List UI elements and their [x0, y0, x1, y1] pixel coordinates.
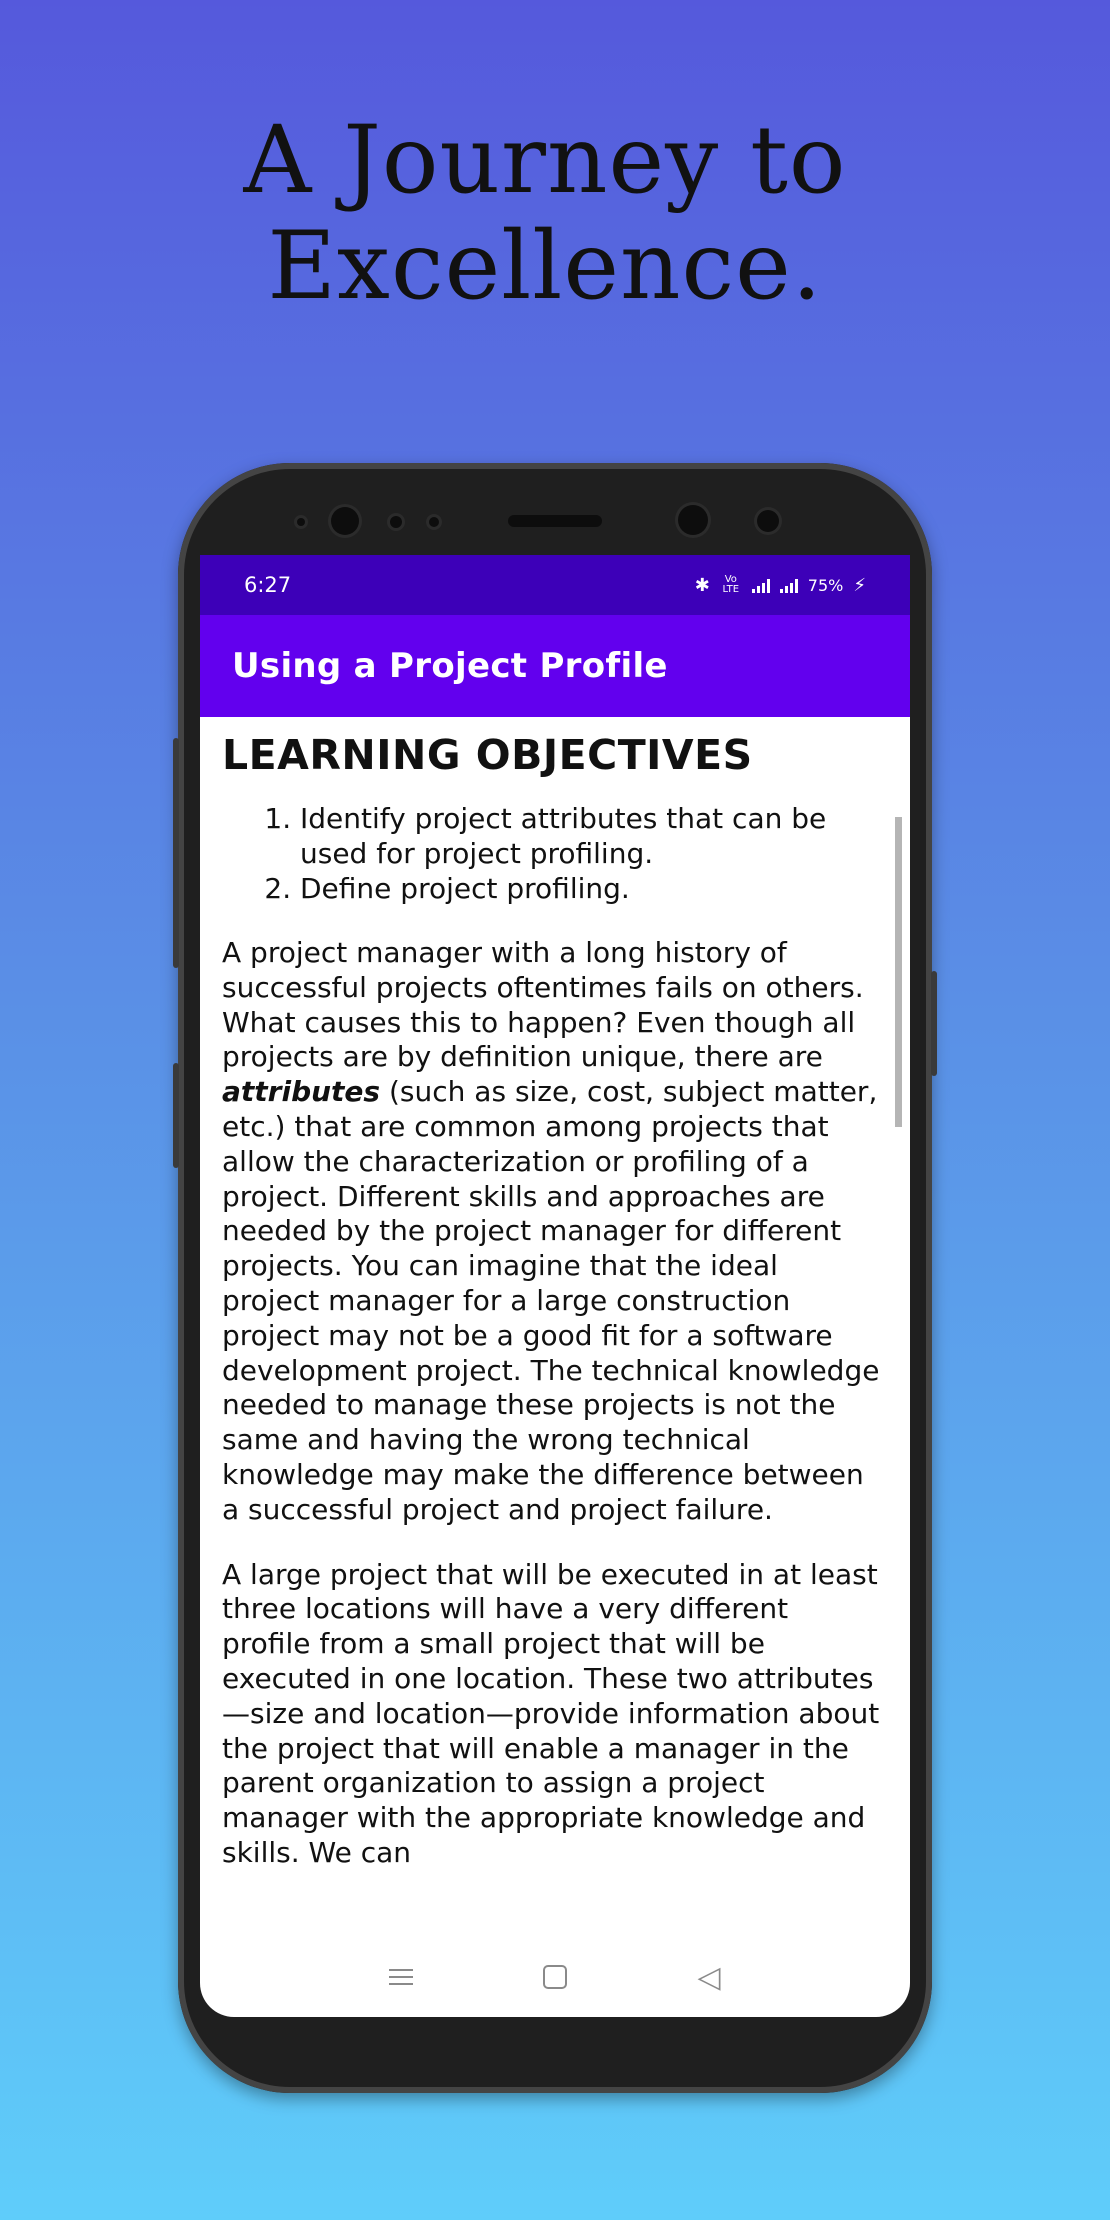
headline	[0, 108, 1090, 320]
app-bar-title: Using a Project Profile	[232, 646, 668, 686]
sensor-dot	[757, 510, 779, 532]
list-item: 2. Define project profiling.	[300, 871, 882, 906]
sensor-dot	[390, 516, 402, 528]
headline-line-1: A Journey to	[243, 106, 847, 215]
objectives-list	[222, 801, 882, 906]
sensor-dot	[429, 517, 439, 527]
menu-icon[interactable]	[389, 1969, 413, 1985]
signal-icon	[752, 577, 770, 593]
bluetooth-icon: ✱	[694, 574, 710, 596]
front-camera	[678, 505, 708, 535]
paragraph	[222, 936, 882, 1528]
status-bar	[200, 555, 910, 615]
home-icon[interactable]	[543, 1965, 567, 1989]
volte-label: Vo LTE	[722, 574, 740, 595]
front-camera	[331, 507, 359, 535]
charging-icon: ⚡	[853, 574, 866, 596]
power-button	[931, 971, 937, 1076]
app-bar	[200, 615, 910, 717]
side-button	[173, 1063, 179, 1168]
signal-icon	[780, 577, 798, 593]
back-icon[interactable]: ◁	[697, 1959, 721, 1995]
emphasized-term: attributes	[222, 1075, 381, 1109]
phone-screen	[200, 555, 910, 2017]
status-time: 6:27	[244, 573, 292, 597]
phone-frame	[178, 463, 932, 2093]
list-item: 1. Identify project attributes that can be used for project profiling.	[300, 801, 882, 871]
sensor-dot	[297, 518, 305, 526]
volume-button	[173, 738, 179, 968]
status-icons	[695, 575, 866, 596]
navigation-bar	[200, 1937, 910, 2017]
earpiece-speaker	[508, 515, 602, 527]
scrollbar[interactable]	[895, 817, 902, 1127]
paragraph-text: A project manager with a long history of successful projects oftentimes fails on others. What causes this to happen? Even though all projects are by definition unique, there are	[222, 936, 864, 1074]
battery-percentage: 75%	[807, 575, 844, 595]
paragraph: A large project that will be executed in at least three locations will have a very different profile from a small project that will be executed in one location. These two attributes—size and location—provide information about the project that will enable a manager in the parent organization to assign a project manager with the appropriate knowledge and skills. We can	[222, 1557, 880, 1869]
headline-line-2: Excellence.	[267, 212, 823, 321]
paragraph-text: (such as size, cost, subject matter, etc.) that are common among projects that allow the characterization or profiling of a project. Different skills and approaches are needed by the project manager for different projects. You can imagine that the ideal project manager for a large construction project may not be a good fit for a software development project. The technical knowledge needed to manage these projects is not the same and having the wrong technical knowledge may make the difference between a successful project and project failure.	[222, 1075, 880, 1526]
lesson-content[interactable]	[200, 731, 910, 1869]
section-heading: LEARNING OBJECTIVES	[222, 731, 753, 779]
